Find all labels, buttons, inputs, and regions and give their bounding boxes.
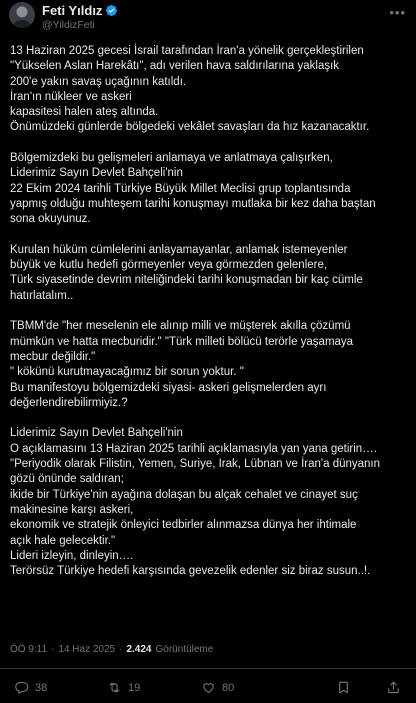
repost-icon <box>107 680 122 695</box>
reply-button[interactable] <box>14 680 47 695</box>
post-text-line: makinesine karşı askeri, <box>10 503 134 516</box>
post-text-line: " kökünü kurutmayacağımız bir sorun yoktur. " <box>10 366 244 379</box>
blank-line <box>10 136 410 151</box>
share-button[interactable] <box>386 680 401 695</box>
post-date[interactable]: 14 Haz 2025 <box>58 644 116 655</box>
post-text-line: Bölgemizdeki bu gelişmeleri anlamaya ve anlatmaya çalışırken, <box>10 152 333 165</box>
post-text-line: TBMM'de "her meselenin ele alınıp milli ve müşterek akılla çözümü <box>10 320 351 333</box>
divider <box>0 668 416 669</box>
blank-line <box>10 304 410 319</box>
post-text-line: açık hale gelecektir." <box>10 534 116 547</box>
blank-line <box>10 228 410 243</box>
views-label: Görüntüleme <box>155 644 214 655</box>
post-text-line: Liderimiz Sayın Devlet Bahçeli'nin <box>10 427 183 440</box>
bookmark-icon <box>336 680 351 695</box>
post-text-line: İran'ın nükleer ve askeri <box>10 90 132 103</box>
avatar[interactable] <box>9 2 35 28</box>
post-text-line: O açıklamasını 13 Haziran 2025 tarihli açıklamasıyla yan yana getirin…. <box>10 442 377 455</box>
reply-icon <box>14 680 29 695</box>
post-text-line: ekonomik ve stratejik önleyici tedbirler alınmazsa dünya her ihtimale <box>10 519 357 532</box>
post-text-line: 13 Haziran 2025 gecesi İsrail tarafından İran'a yönelik gerçekleştirilen <box>10 45 364 57</box>
post-text-line: Lideri izleyin, dinleyin…. <box>10 549 134 562</box>
post-text <box>10 44 410 579</box>
heart-icon <box>201 680 216 695</box>
post-text-line: Türk siyasetinde devrim niteliğindeki tarihi konuşmadan bir kaç cümle <box>10 274 363 287</box>
post-text-line: Önümüzdeki günlerde bölgedeki vekâlet savaşları da hız kazanacaktır. <box>10 121 370 134</box>
more-options-icon[interactable]: ••• <box>389 5 406 20</box>
repost-count: 19 <box>128 681 141 694</box>
meta-separator: · <box>119 644 123 655</box>
post-header <box>0 0 416 40</box>
like-button[interactable] <box>201 680 234 695</box>
post-text-line: değerlendirebilirmiyiz.? <box>10 396 128 409</box>
post-text-line: mümkün ve hatta mecburidir." "Türk milleti bölücü terörle yaşamaya <box>10 335 354 348</box>
reply-count: 38 <box>35 681 48 694</box>
post-text-line: sona okuyunuz. <box>10 213 91 226</box>
post-text-line: 200'e yakın savaş uçağının katıldı. <box>10 75 187 88</box>
bookmark-button[interactable] <box>336 680 351 695</box>
post-text-line: büyük ve kutlu hedefi görmeyenler veya görmezden gelenlere, <box>10 259 328 272</box>
share-icon <box>386 680 401 695</box>
post-text-line: Liderimiz Sayın Devlet Bahçeli'nin <box>10 167 183 180</box>
post-time[interactable]: ÖÖ 9:11 <box>10 644 48 655</box>
post-text-line: kapasitesi halen ateş altında. <box>10 106 159 119</box>
repost-button[interactable] <box>107 680 140 695</box>
post-text-line: Kurulan hüküm cümlelerini anlayamayanlar, anlamak istemeyenler <box>10 243 348 256</box>
blank-line <box>10 411 410 426</box>
verified-badge-icon <box>105 4 118 17</box>
post-text-line: ikide bir Türkiye'nin ayağına dolaşan bu alçak cehalet ve cinayet suç <box>10 488 358 501</box>
post-text-line: Terörsüz Türkiye hedefi karşısında gevezelik edenler siz biraz susun..!. <box>10 565 371 578</box>
post-text-line: gözü önünde saldıran; <box>10 473 124 486</box>
views-count: 2.424 <box>126 644 152 655</box>
meta-separator: · <box>51 644 55 655</box>
post-text-line: mecbur değildir." <box>10 350 96 363</box>
post-text-line: yapmış olduğu muhteşem tarihi konuşmayı mutlaka bir kez daha baştan <box>10 197 376 210</box>
author-display-name[interactable]: Feti Yıldız <box>42 3 103 18</box>
post-text-line: "Yükselen Aslan Harekâtı", adı verilen hava saldırılarına yaklaşık <box>10 60 340 73</box>
post-text-line: hatırlatalım.. <box>10 289 74 302</box>
author-name-row <box>42 3 118 18</box>
action-bar <box>0 676 416 700</box>
post-text-line: "Periyodik olarak Filistin, Yemen, Suriye, Irak, Lübnan ve İran'a dünyanın <box>10 458 381 471</box>
post-text-line: 22 Ekim 2024 tarihli Türkiye Büyük Millet Meclisi grup toplantısında <box>10 182 351 195</box>
like-count: 80 <box>222 681 235 694</box>
author-handle[interactable]: @YildizFeti <box>42 19 95 31</box>
post-text-line: Bu manifestoyu bölgemizdeki siyasi- askeri gelişmelerden ayrı <box>10 381 327 394</box>
post-meta <box>10 644 213 655</box>
